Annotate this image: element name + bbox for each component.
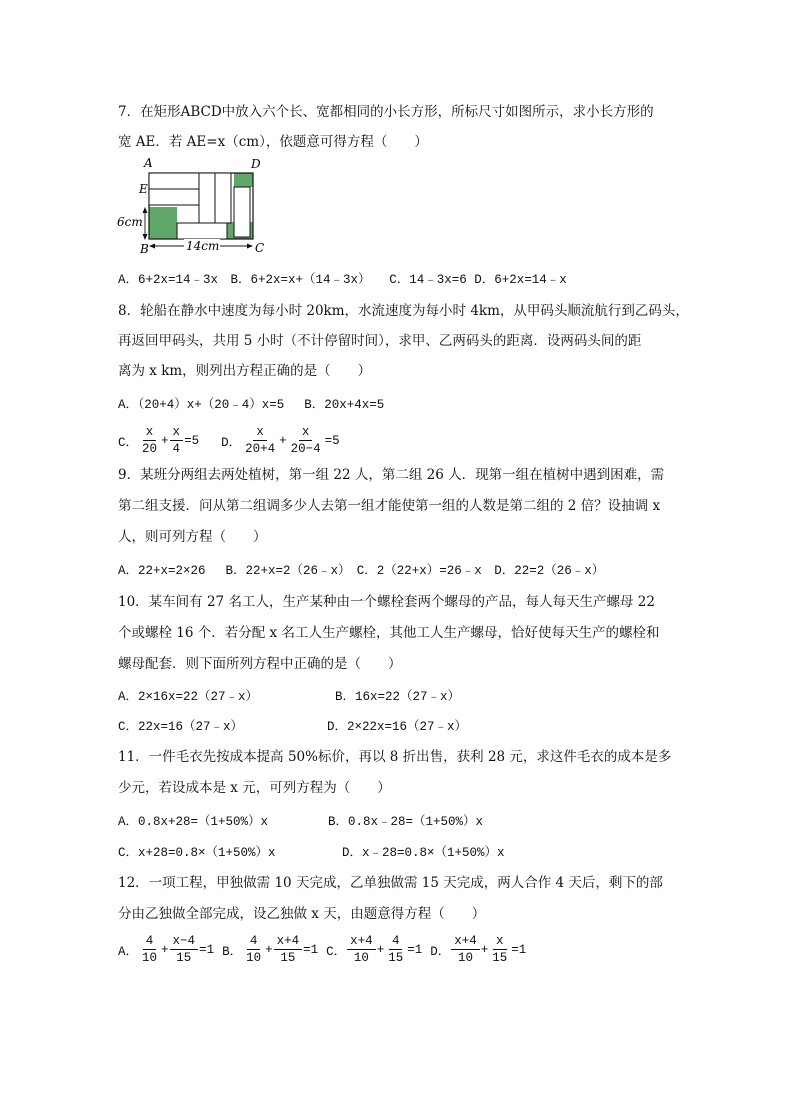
q11-opt-b: B．0.8x﹣28=（1+50%）x [328, 815, 484, 829]
q7-stem-line2: 宽 AE．若 AE=x（cm），依题意可得方程（ ） [118, 134, 428, 150]
label-c: C [255, 241, 265, 255]
q12-options: A． $\frac{4}{10}$ + $\frac{x-4}{15}$ =1 B． $\frac{4}{10}$ + $\frac{x+4}{15}$ =1 C． $\frac{x+4}{10}$ + $\frac{4}{15}$ =1 D． $\frac{x+4}{10}$ + $\frac{x}{15}$ =1 [118, 934, 527, 965]
q10-opt-d: D．2×22x=16（27﹣x） [327, 720, 468, 734]
q10-opt-a: A．2×16x=22（27﹣x） [118, 690, 259, 704]
width-arrow-head-left [149, 244, 155, 249]
q8-stem-line2: 再返回甲码头，共用 5 小时（不计停留时间），求甲、乙两码头的距离．设两码头间的距 [118, 333, 642, 349]
fraction: $\frac{x+4}{10}$ [451, 934, 480, 965]
q12-stem-line1: 12．一项工程，甲独做需 10 天完成，乙单独做需 15 天完成，两人合作 4 天后，剩下的部 [118, 875, 663, 891]
label-a: A [144, 156, 153, 170]
small-rect-2 [149, 189, 199, 205]
q8-options-ab: A．（20+4）x+（20﹣4）x=5 B．20x+4x=5 [118, 398, 385, 412]
fraction: $\frac{x}{20-4}$ [290, 425, 321, 456]
label-6cm: 6cm [117, 215, 143, 229]
fraction: $\frac{x}{20}$ [142, 425, 158, 456]
label-e: E [139, 182, 148, 196]
width-arrow-head-right [247, 244, 253, 249]
q10-stem-line3: 螺母配套．则下面所列方程中正确的是（ ） [118, 656, 402, 672]
fraction: $\frac{x-4}{15}$ [170, 934, 199, 965]
q7-figure [112, 154, 282, 258]
q11-opt-c: C．x+28=0.8×（1+50%）x [118, 846, 276, 860]
small-rect-6 [234, 187, 250, 237]
fraction: $\frac{x}{20+4}$ [245, 425, 276, 456]
height-arrow-head-down [143, 234, 148, 240]
q10-stem-line2: 个或螺栓 16 个．若分配 x 名工人生产螺栓，其他工人生产螺母，恰好使每天生产的螺栓和 [118, 625, 660, 641]
q8-stem-line3: 离为 x km，则列出方程正确的是（ ） [118, 363, 372, 379]
q9-stem-line2: 第二组支援．问从第二组调多少人去第一组才能使第一组的人数是第二组的 2 倍？设抽调 x [118, 498, 661, 514]
small-rect-4 [215, 173, 231, 223]
label-b: B [140, 242, 149, 256]
q10-opt-c: C．22x=16（27﹣x） [118, 720, 244, 734]
q11-stem-line1: 11．一件毛衣先按成本提高 50%标价，再以 8 折出售，获利 28 元，求这件毛衣的成本是多 [118, 749, 672, 765]
small-rect-1 [149, 173, 199, 189]
fraction: $\frac{4}{10}$ [142, 934, 158, 965]
fraction: $\frac{x+4}{10}$ [347, 934, 376, 965]
q9-stem-line1: 9．某班分两组去两处植树，第一组 22 人，第二组 26 人．现第一组在植树中遇到困难，需 [118, 467, 665, 483]
shade-bottom-left [149, 207, 177, 239]
q9-options: A．22+x=2×26 B．22+x=2（26﹣x） C．2（22+x）=26﹣x D．22=2（26﹣x） [118, 564, 605, 578]
fraction: $\frac{x+4}{15}$ [274, 934, 303, 965]
q8-opt-d-label: D． [221, 435, 242, 450]
q11-opt-d: D．x﹣28=0.8×（1+50%）x [342, 846, 505, 860]
label-d: D [251, 157, 261, 171]
q7-options: A．6+2x=14﹣3x B．6+2x=x+（14﹣3x） C．14﹣3x=6 D．6+2x=14﹣x [118, 273, 567, 287]
q8-stem-line1: 8．轮船在静水中速度为每小时 20km，水流速度为每小时 4km，从甲码头顺流航行到乙码头， [118, 303, 689, 319]
small-rect-3 [199, 173, 215, 223]
fraction: $\frac{x}{15}$ [492, 934, 508, 965]
q7-stem-line1: 7．在矩形ABCD中放入六个长、宽都相同的小长方形，所标尺寸如图所示，求小长方形的 [118, 104, 654, 120]
q9-stem-line3: 人，则可列方程（ ） [118, 529, 267, 545]
label-14cm: 14cm [186, 239, 220, 253]
q10-stem-line1: 10．某车间有 27 名工人，生产某种由一个螺栓套两个螺母的产品，每人每天生产螺母 22 [118, 594, 655, 610]
q11-stem-line2: 少元，若设成本是 x 元，可列方程为（ ） [118, 780, 391, 796]
fraction: $\frac{x}{4}$ [170, 425, 184, 456]
q8-options-cd: C． $\frac{x}{20}$ + $\frac{x}{4}$ =5 D． $\frac{x}{20+4}$ + $\frac{x}{20-4}$ =5 [118, 425, 340, 456]
height-arrow-head-up [143, 207, 148, 213]
q8-opt-c-label: C． [118, 435, 139, 450]
fraction: $\frac{4}{10}$ [246, 934, 262, 965]
fraction: $\frac{4}{15}$ [388, 934, 404, 965]
q11-opt-a: A．0.8x+28=（1+50%）x [118, 815, 269, 829]
q10-opt-b: B．16x=22（27﹣x） [335, 690, 461, 704]
shade-top-right [234, 173, 253, 187]
small-rect-5 [177, 223, 227, 239]
q12-stem-line2: 分由乙独做全部完成，设乙独做 x 天，由题意得方程（ ） [118, 906, 486, 922]
